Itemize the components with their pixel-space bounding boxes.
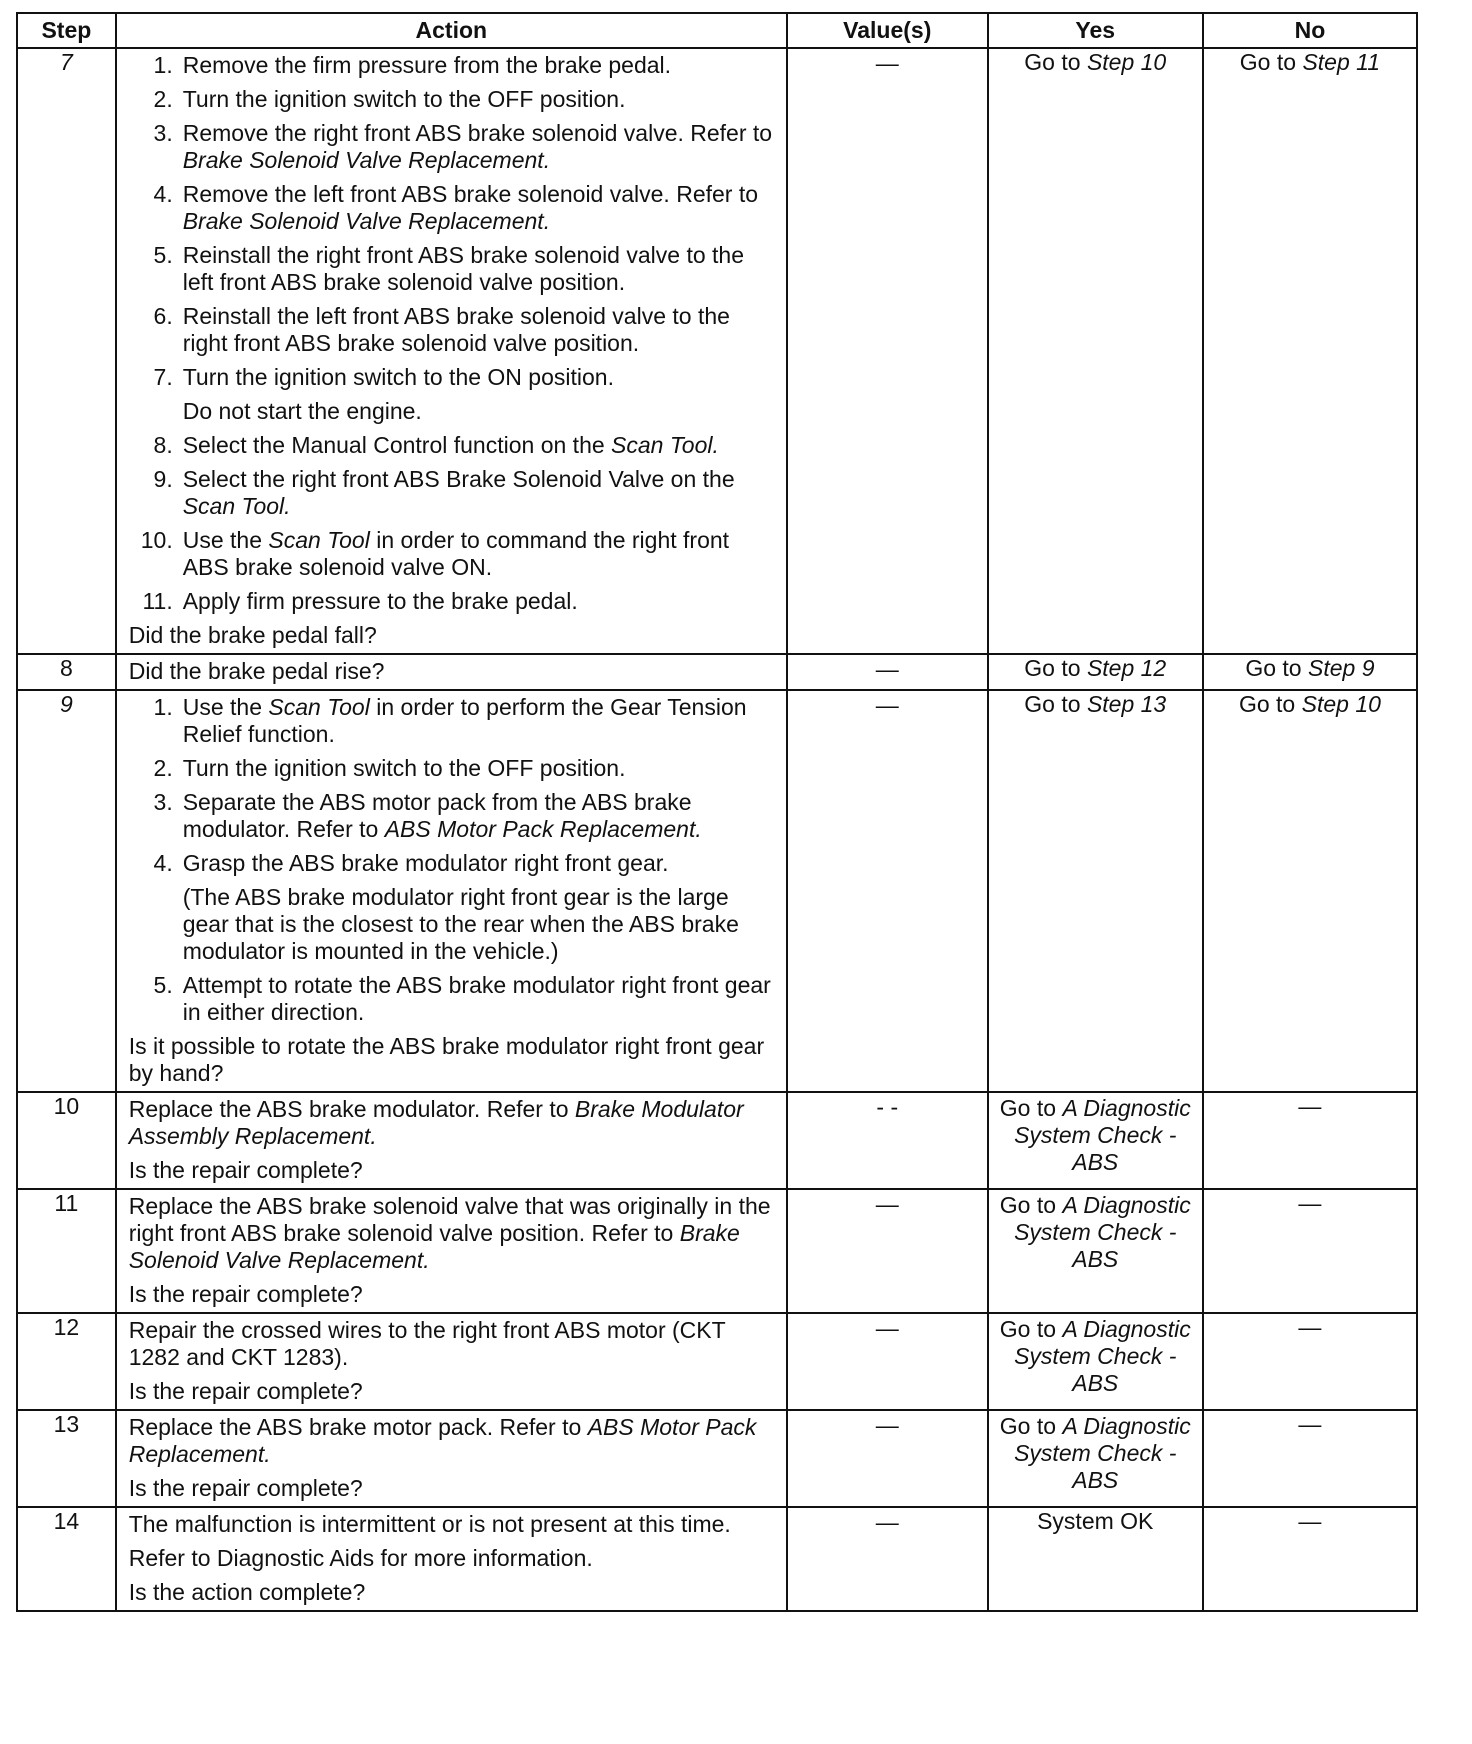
action-step-item: 10. Use the Scan Tool in order to command the right front ABS brake solenoid valve ON.: [140, 527, 730, 580]
goto-target-yes: A Diagnostic System Check - ABS: [1014, 1413, 1191, 1493]
action-step-item: 3. Separate the ABS motor pack from the ABS brake modulator. Refer to ABS Motor Pack Replacement.: [153, 789, 702, 842]
no-cell: Go to Step 9: [1203, 654, 1417, 690]
question-text: Is the action complete?: [128, 1579, 366, 1605]
header-values: Value(s): [787, 13, 988, 48]
diagnostic-table-container: [16, 12, 1418, 1612]
action-step-item: 8. Select the Manual Control function on the Scan Tool.: [153, 432, 719, 458]
reference-link-text: Brake Solenoid Valve Replacement.: [182, 147, 551, 173]
step-number: 12: [17, 1313, 116, 1410]
reference-link-text: ABS Motor Pack Replacement.: [128, 1414, 757, 1467]
diagnostic-table: [16, 12, 1418, 1612]
question-text: Did the brake pedal fall?: [128, 622, 377, 648]
action-step-item: 2. Turn the ignition switch to the OFF position.: [153, 86, 626, 112]
value-cell: —: [787, 1410, 988, 1507]
action-step-item: 11. Apply firm pressure to the brake pedal.: [142, 588, 578, 614]
yes-cell: Go to Step 12: [988, 654, 1203, 690]
yes-cell: Go to A Diagnostic System Check - ABS: [988, 1092, 1203, 1189]
step-number: 9: [17, 690, 116, 1092]
goto-target-yes: A Diagnostic System Check - ABS: [1014, 1095, 1191, 1175]
goto-target-yes: A Diagnostic System Check - ABS: [1014, 1192, 1191, 1272]
action-step-item: 6. Reinstall the left front ABS brake solenoid valve to the right front ABS brake solenoid valve position.: [153, 303, 730, 356]
yes-cell: Go to Step 10: [988, 48, 1203, 654]
step-number: 14: [17, 1507, 116, 1611]
table-row-step-10: [17, 1092, 1417, 1189]
goto-step-no: Step 9: [1308, 655, 1375, 681]
no-cell: —: [1203, 1507, 1417, 1611]
action-step-item: 1. Use the Scan Tool in order to perform the Gear Tension Relief function.: [153, 694, 747, 747]
question-text: Is the repair complete?: [128, 1281, 363, 1307]
question-text: Did the brake pedal rise?: [128, 658, 385, 684]
action-step-item: 2. Turn the ignition switch to the OFF position.: [153, 755, 626, 781]
action-steps-list: [129, 694, 776, 1026]
action-cell: Repair the crossed wires to the right front ABS motor (CKT 1282 and CKT 1283). Is the repair complete?: [116, 1313, 787, 1410]
no-cell: —: [1203, 1189, 1417, 1313]
action-cell: The malfunction is intermittent or is not present at this time. Refer to Diagnostic Aids for more information. Is the action complete?: [116, 1507, 787, 1611]
yes-cell: Go to A Diagnostic System Check - ABS: [988, 1313, 1203, 1410]
header-no: No: [1203, 13, 1417, 48]
step-number: 11: [17, 1189, 116, 1313]
question-text: Is it possible to rotate the ABS brake modulator right front gear by hand?: [128, 1033, 765, 1086]
action-step-item: 9. Select the right front ABS Brake Solenoid Valve on the Scan Tool.: [153, 466, 735, 519]
goto-step-yes: Step 10: [1086, 49, 1167, 75]
value-cell: —: [787, 1313, 988, 1410]
action-cell: Replace the ABS brake motor pack. Refer to ABS Motor Pack Replacement. Is the repair complete?: [116, 1410, 787, 1507]
question-text: Is the repair complete?: [128, 1378, 363, 1404]
action-step-item: 3. Remove the right front ABS brake solenoid valve. Refer to Brake Solenoid Valve Replacement.: [153, 120, 773, 173]
action-step-item: 1. Remove the firm pressure from the brake pedal.: [153, 52, 672, 78]
step-number: 7: [17, 48, 116, 654]
value-cell: —: [787, 690, 988, 1092]
yes-cell: Go to A Diagnostic System Check - ABS: [988, 1189, 1203, 1313]
no-cell: —: [1203, 1313, 1417, 1410]
action-step-item: 7. Turn the ignition switch to the ON position. Do not start the engine.: [153, 364, 614, 424]
value-cell: —: [787, 48, 988, 654]
value-cell: —: [787, 1507, 988, 1611]
no-cell: —: [1203, 1410, 1417, 1507]
value-cell: —: [787, 654, 988, 690]
header-yes: Yes: [988, 13, 1203, 48]
action-step-item: 4. Remove the left front ABS brake solenoid valve. Refer to Brake Solenoid Valve Replacement.: [153, 181, 759, 234]
action-step-item: 5. Attempt to rotate the ABS brake modulator right front gear in either direction.: [153, 972, 771, 1025]
step-number: 13: [17, 1410, 116, 1507]
no-cell: —: [1203, 1092, 1417, 1189]
question-text: Is the repair complete?: [128, 1157, 363, 1183]
question-text: Is the repair complete?: [128, 1475, 363, 1501]
header-action: Action: [116, 13, 787, 48]
yes-cell: Go to A Diagnostic System Check - ABS: [988, 1410, 1203, 1507]
reference-link-text: Brake Solenoid Valve Replacement.: [128, 1220, 740, 1273]
table-header-row: [17, 13, 1417, 48]
action-cell: Replace the ABS brake modulator. Refer to Brake Modulator Assembly Replacement. Is the repair complete?: [116, 1092, 787, 1189]
action-step-item: 4. Grasp the ABS brake modulator right front gear. (The ABS brake modulator right front gear is the large gear that is the closest to the rear when the ABS brake modulator is mounted in the vehicle.): [153, 850, 739, 964]
action-cell: [116, 48, 787, 654]
yes-cell: System OK: [988, 1507, 1203, 1611]
table-row-step-13: [17, 1410, 1417, 1507]
goto-step-no: Step 11: [1302, 49, 1381, 75]
action-cell: [116, 690, 787, 1092]
header-step: Step: [17, 13, 116, 48]
table-row-step-8: [17, 654, 1417, 690]
yes-cell: Go to Step 13: [988, 690, 1203, 1092]
action-steps-list: [129, 52, 776, 615]
table-row-step-7: [17, 48, 1417, 654]
reference-link-text: Brake Modulator Assembly Replacement.: [128, 1096, 744, 1149]
reference-link-text: ABS Motor Pack Replacement.: [384, 816, 702, 842]
table-row-step-14: [17, 1507, 1417, 1611]
goto-step-no: Step 10: [1301, 691, 1381, 717]
reference-link-text: Brake Solenoid Valve Replacement.: [182, 208, 551, 234]
step-number: 10: [17, 1092, 116, 1189]
action-cell: [116, 654, 787, 690]
value-cell: —: [787, 1189, 988, 1313]
goto-step-yes: Step 13: [1086, 691, 1167, 717]
step-number: 8: [17, 654, 116, 690]
table-row-step-11: [17, 1189, 1417, 1313]
action-cell: Replace the ABS brake solenoid valve that was originally in the right front ABS brake solenoid valve position. Refer to Brake Solenoid Valve Replacement. Is the repair complete?: [116, 1189, 787, 1313]
action-step-item: 5. Reinstall the right front ABS brake solenoid valve to the left front ABS brake solenoid valve position.: [153, 242, 744, 295]
goto-step-yes: Step 12: [1086, 655, 1167, 681]
no-cell: Go to Step 11: [1203, 48, 1417, 654]
value-cell: - -: [787, 1092, 988, 1189]
goto-target-yes: A Diagnostic System Check - ABS: [1014, 1316, 1191, 1396]
table-row-step-12: [17, 1313, 1417, 1410]
no-cell: Go to Step 10: [1203, 690, 1417, 1092]
table-row-step-9: [17, 690, 1417, 1092]
